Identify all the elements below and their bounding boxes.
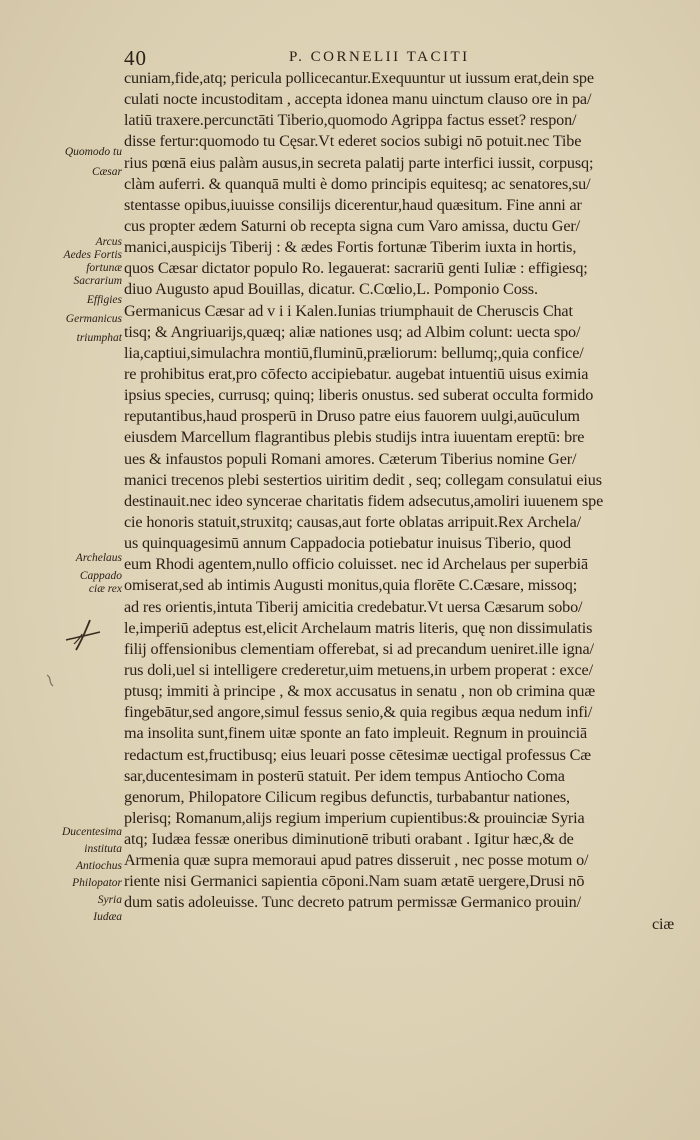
text-line: omiserat,sed ab intimis Augusti monitus,quia florēte C.Cæsare, missoq; [124,576,578,595]
margin-note-line: ciæ rex [88,583,122,595]
text-line: quos Cæsar dictator populo Ro. legauerat: sacrariū genti Iuliæ : effigiesq; [124,259,588,278]
text-line: tisq; & Angriuarijs,quæq; aliæ nationes usq; ad Albim colunt: uecta spo/ [124,322,581,341]
text-line: ad res orientis,intuta Tiberij amicitia credebatur.Vt uersa Cæsarum sobo/ [124,597,583,616]
text-line: le,imperiū adeptus est,elicit Archelaum matris literis, quę non dissimulatis [124,618,593,637]
text-line: manici,auspicijs Tiberij : & ædes Fortis fortunæ Tiberim iuxta in hortis, [124,238,577,257]
text-line: destinauit.nec ideo syncerae charitatis fidem adsecutus,amoliri iuuenem spe [124,491,604,510]
text-line: cus propter ædem Saturni ob recepta signa cum Varo amissa, ductu Ger/ [124,216,580,235]
margin-note-line: Ducentesima [61,826,122,838]
running-head: P. CORNELII TACITI [289,49,470,65]
text-line: reputantibus,haud prosperū in Druso patre eius fauorem uulgi,auūculum [124,407,580,426]
text-line: cie honoris statuit,struxitq; causas,aut forte oblatas arripuit.Rex Archela/ [124,512,582,531]
margin-note-arcus [30,236,122,345]
text-line: rius pœnā eius palàm ausus,in secreta palatij parte interfici iussit, corpusq; [124,153,594,172]
text-line: eum Rhodi agentem,nullo officio coluisset. nec id Archelaus per superbiā [124,555,589,574]
text-line: disse fertur:quomodo tu Cęsar.Vt ederet socios subigi nō potuit.nec Tibe [124,132,582,151]
text-line: rus doli,uel si intelligere crederetur,uim metuens,in urbem properat : exce/ [124,660,593,679]
page-header [124,46,672,68]
text-line: latiū traxere.percunctāti Tiberio,quomodo Agrippa factus esset? respon/ [124,111,577,130]
margin-note-line: Syria [97,894,122,906]
margin-note-line: fortunæ [86,262,122,274]
text-line: filij offensionibus clementiam offerebat, si ad precandum ueniret.ille igna/ [124,639,594,658]
page-number: 40 [124,46,147,70]
text-line: ues & infaustos populi Romani amores. Cæterum Tiberius nomine Ger/ [124,449,577,468]
text-line: Germanicus Cæsar ad v i i Kalen.Iunias triumphauit de Cheruscis Chat [124,301,573,320]
margin-note-line: Germanicus [65,313,122,325]
text-line: clàm auferri. & quanquā multi è domo principis equitesq; ac senatores,su/ [124,174,591,193]
text-line: genorum, Philopatore Cilicum regibus defunctis, turbabantur nationes, [124,787,570,806]
text-line: re prohibitus erat,pro cōfecto accipiebatur. augebat intuentiū uisus eximia [124,364,589,383]
margin-note-line: triumphat [76,332,122,344]
margin-note-ducentesima [30,826,122,924]
margin-note-line: Philopator [72,877,122,889]
text-line: fingebātur,sed angore,simul fessus senio,& quia regibus æqua nedum infi/ [124,703,593,722]
text-line: atq; Iudæa fessæ oneribus diminutionē tributi orabant . Igitur hæc,& de [124,830,574,849]
margin-note-line: Quomodo tu [64,146,122,158]
margin-note-archelaus [30,552,122,596]
text-line: ptusq; immiti à principe , & mox accusatus in senatu , non ob crimina quæ [124,682,596,701]
text-line: diuo Augusto apud Bouillas, dicatur. C.Cœlio,L. Pomponio Coss. [124,280,538,299]
text-line: us quinquagesimū annum Cappadocia potiebatur inuisus Tiberio, quod [124,534,571,553]
text-line: eiusdem Marcellum flagrantibus plebis studijs intra iuuentam ereptū: bre [124,428,585,447]
margin-note-line: Sacrarium [73,275,122,287]
text-line: Armenia quæ supra memoraui apud patres disseruit , nec posse motum o/ [124,851,589,870]
text-line: lia,captiui,simulachra montiū,fluminū,præliorum: bellumq;,quia confice/ [124,343,584,362]
text-line: plerisq; Romanum,alijs regium imperium cupientibus:& prouinciæ Syria [124,808,585,827]
margin-note-quomodo [30,146,122,179]
text-line: riente nisi Germanici sapientia cōponi.Nam suam ætatē uergere,Drusi nō [124,872,585,891]
margin-note-line: Archelaus [75,552,122,564]
faint-ink-mark-icon [44,673,56,689]
text-line: manici trecenos plebi sestertios uiritim dedit , seq; collegam consulatui eius [124,470,602,489]
text-line: redactum est,fructibusq; eius leuari posse cētesimæ uectigal professus Cæ [124,745,591,764]
margin-note-line: instituta [84,843,122,855]
margin-note-line: Antiochus [76,860,122,872]
margin-note-line: Iudæa [93,911,122,923]
text-line: culati nocte incustoditam , accepta idonea manu uinctum clauso ore in pa/ [124,90,592,109]
margin-note-line: Effigies [86,294,122,306]
text-line: dum satis adoleuisse. Tunc decreto patrum permissæ Germanico prouin/ [124,893,581,912]
text-line: sar,ducentesimam in posterū statuit. Per idem tempus Antiocho Coma [124,766,565,785]
margin-note-line: Cappado [79,570,122,582]
margin-note-line: Cæsar [91,166,122,178]
margin-note-line: Aedes Fortis [63,249,122,261]
handwritten-mark-icon [60,618,104,652]
margin-note-line: Arcus [95,236,122,248]
main-text-block [124,68,674,935]
text-line: ma insolita sunt,finem uitæ sponte an fato impleuit. Regnum in prouinciā [124,724,588,743]
text-line: ciæ [651,914,674,933]
text-line: stentasse opibus,iuuisse consilijs dicerentur,haud quæsitum. Fine anni ar [124,195,582,214]
text-line: ipsius species, currusq; quinq; liberis onustus. sed suberat occulta formido [124,386,594,405]
text-line: cuniam,fide,atq; pericula pollicecantur.Exequuntur ut iussum erat,dein spe [124,69,594,87]
